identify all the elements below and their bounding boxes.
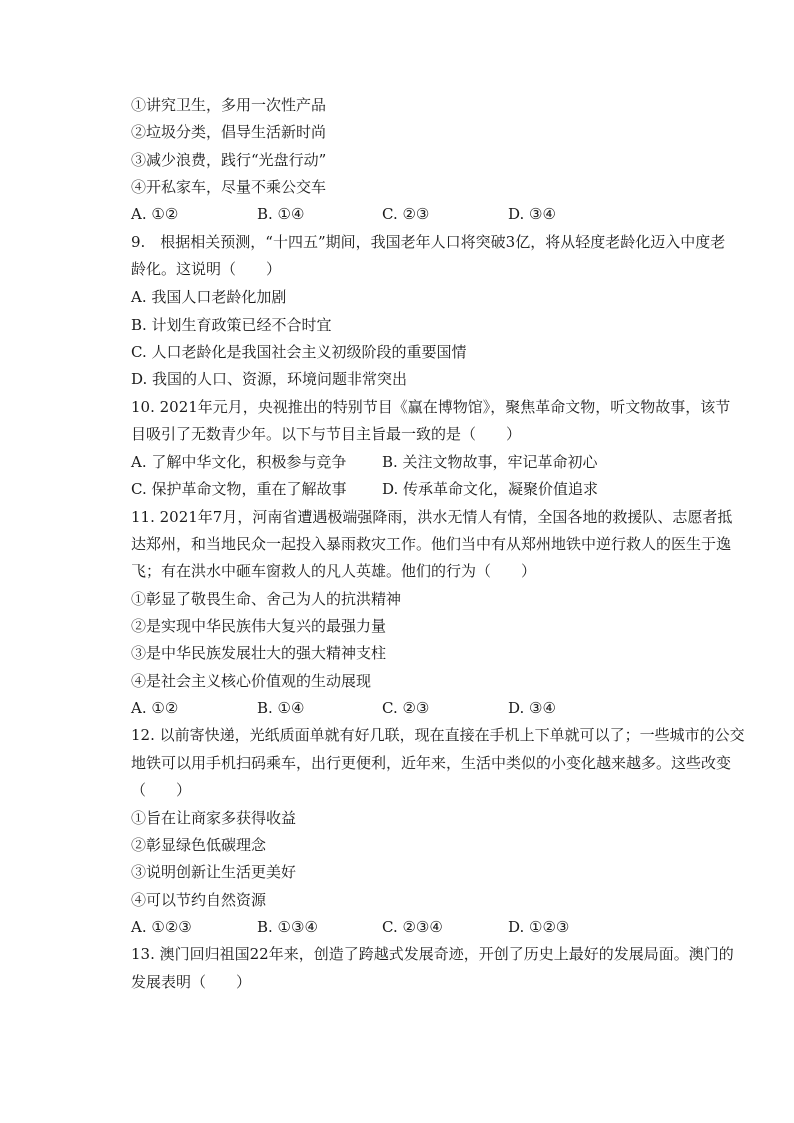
- q10-option-b[interactable]: B. 关注文物故事，牢记革命初心: [382, 453, 598, 471]
- q8-option-c[interactable]: C. ②③: [382, 205, 430, 223]
- q12-options: [131, 917, 691, 937]
- q9-stem-line-1: 9. 根据相关预测，“十四五”期间，我国老年人口将突破3亿，将从轻度老龄化迈入中度老: [131, 233, 726, 251]
- q8-option-a[interactable]: A. ①②: [131, 205, 179, 223]
- q10-stem-line-2: 目吸引了无数青少年。以下与节目主旨最一致的是（ ）: [131, 425, 522, 443]
- q11-stem-line-1: 11. 2021年7月，河南省遭遇极端强降雨，洪水无情人有情，全国各地的救援队、志愿者抵: [131, 508, 733, 526]
- q11-options: [131, 698, 691, 718]
- q8-option-b[interactable]: B. ①④: [257, 205, 305, 223]
- q12-item-2: ②彰显绿色低碳理念: [131, 836, 267, 854]
- q12-option-c[interactable]: C. ②③④: [382, 918, 443, 936]
- q8-item-4: ④开私家车，尽量不乘公交车: [131, 178, 327, 196]
- q9-option-c[interactable]: C. 人口老龄化是我国社会主义初级阶段的重要国情: [131, 343, 467, 361]
- q8-item-3: ③减少浪费，践行“光盘行动”: [131, 151, 327, 169]
- q10-option-d[interactable]: D. 传承革命文化，凝聚价值追求: [382, 480, 599, 498]
- q12-stem-line-1: 12. 以前寄快递，光纸质面单就有好几联，现在直接在手机上下单就可以了；一些城市的公交: [131, 726, 745, 744]
- q11-item-2: ②是实现中华民族伟大复兴的最强力量: [131, 617, 387, 635]
- q12-option-d[interactable]: D. ①②③: [508, 918, 570, 936]
- q11-option-a[interactable]: A. ①②: [131, 699, 179, 717]
- q12-stem-line-3: （ ）: [131, 781, 192, 799]
- q8-item-2: ②垃圾分类，倡导生活新时尚: [131, 123, 327, 141]
- q12-stem-line-2: 地铁可以用手机扫码乘车，出行更便利，近年来，生活中类似的小变化越来越多。这些改变: [131, 754, 732, 772]
- q12-item-1: ①旨在让商家多获得收益: [131, 809, 297, 827]
- q11-option-d[interactable]: D. ③④: [508, 699, 556, 717]
- q11-stem-line-3: 飞；有在洪水中砸车窗救人的凡人英雄。他们的行为（ ）: [131, 562, 537, 580]
- q13-stem-line-2: 发展表明（ ）: [131, 973, 252, 991]
- q9-option-a[interactable]: A. 我国人口老龄化加剧: [131, 288, 287, 306]
- q11-item-1: ①彰显了敬畏生命、舍己为人的抗洪精神: [131, 590, 402, 608]
- q11-stem-line-2: 达郑州，和当地民众一起投入暴雨救灾工作。他们当中有从郑州地铁中逆行救人的医生于逸: [131, 535, 732, 553]
- q8-option-d[interactable]: D. ③④: [508, 205, 556, 223]
- q11-item-4: ④是社会主义核心价值观的生动展现: [131, 672, 372, 690]
- q10-options-row-2: [131, 479, 691, 499]
- q11-option-b[interactable]: B. ①④: [257, 699, 305, 717]
- q12-option-b[interactable]: B. ①③④: [257, 918, 318, 936]
- q12-option-a[interactable]: A. ①②③: [131, 918, 192, 936]
- q11-option-c[interactable]: C. ②③: [382, 699, 430, 717]
- q8-options: [131, 204, 691, 224]
- q12-item-4: ④可以节约自然资源: [131, 891, 267, 909]
- q11-item-3: ③是中华民族发展壮大的强大精神支柱: [131, 644, 387, 662]
- q10-option-c[interactable]: C. 保护革命文物，重在了解故事: [131, 480, 347, 498]
- q9-stem-line-2: 龄化。这说明（ ）: [131, 260, 282, 278]
- q9-option-d[interactable]: D. 我国的人口、资源，环境问题非常突出: [131, 370, 408, 388]
- q13-stem-line-1: 13. 澳门回归祖国22年来，创造了跨越式发展奇迹，开创了历史上最好的发展局面。澳门的: [131, 945, 734, 963]
- q10-option-a[interactable]: A. 了解中华文化，积极参与竞争: [131, 453, 347, 471]
- q12-item-3: ③说明创新让生活更美好: [131, 863, 297, 881]
- q9-option-b[interactable]: B. 计划生育政策已经不合时宜: [131, 316, 332, 334]
- q10-options-row-1: [131, 452, 691, 472]
- q8-item-1: ①讲究卫生，多用一次性产品: [131, 96, 327, 114]
- q10-stem-line-1: 10. 2021年元月，央视推出的特别节目《赢在博物馆》，聚焦革命文物，听文物故事，该节: [131, 398, 731, 416]
